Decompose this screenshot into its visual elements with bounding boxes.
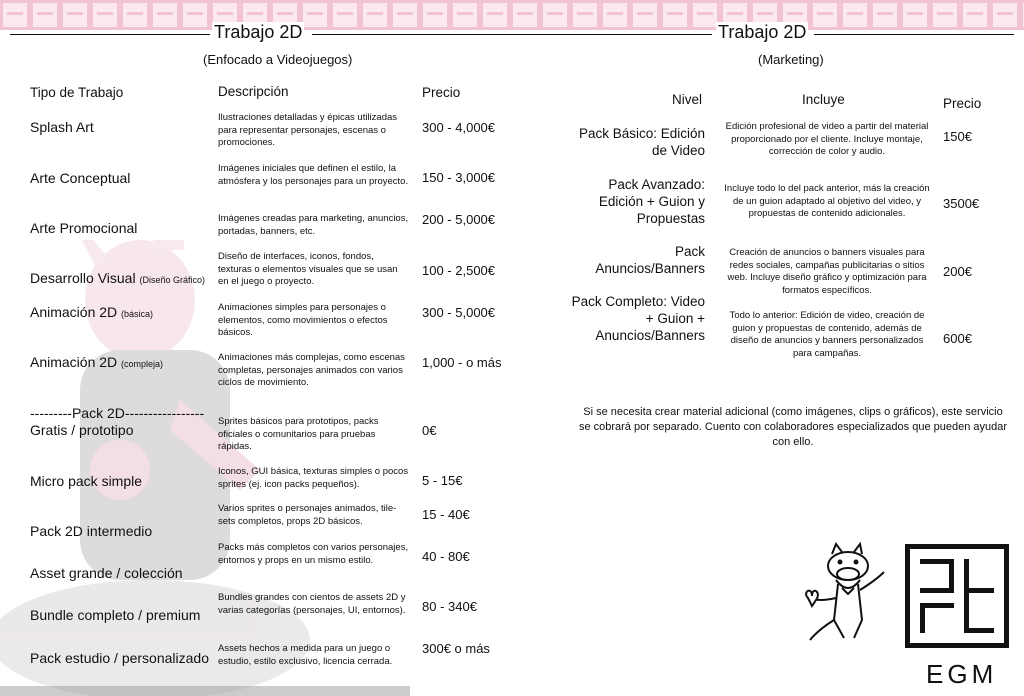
mk-nivel: Pack Completo: Video + Guion + Anuncios/Banners — [571, 294, 705, 343]
mk-nivel: Pack Anuncios/Banners — [595, 244, 705, 276]
mk-nivel: Pack Avanzado: Edición + Guion y Propuestas — [598, 177, 705, 226]
row-tipo: Micro pack simple — [30, 473, 143, 489]
pack-divider: ---------Pack 2D----------------- — [30, 405, 205, 421]
row-precio: 200 - 5,000€ — [422, 212, 496, 227]
header-precio-mk: Precio — [943, 96, 982, 111]
row-tipo-text: Animación 2D — [30, 304, 118, 320]
row-precio: 100 - 2,500€ — [422, 263, 496, 278]
row-tipo: Arte Conceptual — [30, 170, 131, 186]
right-title-rule — [814, 34, 1014, 35]
row-tipo — [30, 304, 153, 320]
banner-tile — [840, 0, 870, 30]
row-tipo-text: Animación 2D — [30, 354, 118, 370]
banner-tile — [30, 0, 60, 30]
row-tipo-note: (compleja) — [121, 359, 164, 369]
mk-incluye: Todo lo anterior: Edición de video, creación de guion y propuestas de contenido, además de diseño de anuncios y banners personalizados para campañas. — [729, 310, 925, 359]
row-tipo — [30, 354, 163, 370]
decorative-banner — [0, 0, 1024, 30]
row-tipo: Pack estudio / personalizado — [30, 650, 209, 666]
row-precio: 300 - 5,000€ — [422, 305, 496, 320]
row-tipo: Splash Art — [30, 119, 94, 135]
mk-nivel: Pack Básico: Edición de Video — [578, 126, 705, 158]
row-tipo — [30, 270, 205, 286]
banner-tile — [870, 0, 900, 30]
row-tipo: Asset grande / colección — [30, 565, 183, 581]
banner-tile — [150, 0, 180, 30]
row-desc: Varios sprites o personajes animados, tile-sets completos, props 2D básicos. — [218, 503, 397, 527]
banner-tile — [900, 0, 930, 30]
banner-tile — [90, 0, 120, 30]
mk-precio: 3500€ — [943, 196, 980, 211]
banner-tile — [990, 0, 1020, 30]
banner-tile — [420, 0, 450, 30]
banner-tile — [360, 0, 390, 30]
right-subtitle: (Marketing) — [758, 52, 824, 67]
row-desc: Imágenes iniciales que definen el estilo, la atmósfera y los personajes para un proyecto. — [218, 163, 409, 187]
egm-logo — [905, 544, 1009, 648]
row-precio: 5 - 15€ — [422, 473, 463, 488]
row-precio: 1,000 - o más — [422, 355, 502, 370]
row-desc: Imágenes creadas para marketing, anuncios, portadas, banners, etc. — [218, 213, 409, 237]
row-desc: Packs más completos con varios personajes, entornos y props en un mismo estilo. — [218, 542, 409, 566]
right-title: Trabajo 2D — [718, 22, 807, 42]
row-desc: Bundles grandes con cientos de assets 2D y varias categorías (personajes, UI, entornos). — [218, 592, 406, 616]
row-precio: 15 - 40€ — [422, 507, 470, 522]
banner-tile — [600, 0, 630, 30]
row-tipo: Gratis / prototipo — [30, 422, 134, 438]
header-nivel: Nivel — [672, 92, 703, 107]
left-title: Trabajo 2D — [214, 22, 303, 42]
row-precio: 300 - 4,000€ — [422, 120, 496, 135]
banner-tile — [930, 0, 960, 30]
banner-tile — [330, 0, 360, 30]
row-desc: Sprites básicos para prototipos, packs oficiales o comunitarios para pruebas rápidas. — [218, 416, 379, 452]
header-precio: Precio — [422, 85, 461, 100]
banner-tile — [630, 0, 660, 30]
row-precio: 0€ — [422, 423, 437, 438]
row-desc: Assets hechos a medida para un juego o estudio, estilo exclusivo, licencia cerrada. — [218, 643, 393, 667]
mascot-illustration — [798, 540, 898, 650]
row-desc: Ilustraciones detalladas y épicas utilizadas para representar personajes, escenas o promociones. — [218, 112, 398, 148]
banner-tile — [390, 0, 420, 30]
row-tipo-text: Desarrollo Visual — [30, 270, 136, 286]
row-tipo-note: (Diseño Gráfico) — [139, 275, 205, 285]
left-title-rule-left — [10, 34, 210, 35]
header-incluye: Incluye — [802, 92, 845, 107]
banner-tile — [570, 0, 600, 30]
mk-incluye: Creación de anuncios o banners visuales para redes sociales, campañas publicitarias o sitios web. Incluye diseño gráfico y optimización para formatos específicos. — [727, 247, 927, 296]
banner-tile — [450, 0, 480, 30]
row-tipo: Pack 2D intermedio — [30, 523, 153, 539]
row-precio: 40 - 80€ — [422, 549, 470, 564]
row-tipo: Bundle completo / premium — [30, 607, 201, 623]
header-descripcion: Descripción — [218, 84, 289, 99]
logo-text: EGM — [926, 659, 998, 689]
row-precio: 300€ o más — [422, 641, 490, 656]
banner-tile — [810, 0, 840, 30]
row-desc: Animaciones simples para personajes o elementos, como movimientos o efectos básicos. — [218, 302, 388, 338]
row-precio: 80 - 340€ — [422, 599, 477, 614]
left-title-rule-right — [312, 34, 712, 35]
mk-incluye: Edición profesional de video a partir del material proporcionado por el cliente. Incluye montaje, corrección de color y audio. — [725, 121, 929, 157]
marketing-note: Si se necesita crear material adicional (como imágenes, clips o gráficos), este servicio se cobrará por separado. Cuento con colaboradores especializados que pueden ayudar con ello. — [578, 406, 1008, 448]
banner-tile — [510, 0, 540, 30]
banner-tile — [1020, 0, 1024, 30]
banner-tile — [120, 0, 150, 30]
banner-tile — [300, 0, 330, 30]
row-tipo-note: (básica) — [121, 309, 154, 319]
banner-tile — [540, 0, 570, 30]
banner-tile — [0, 0, 30, 30]
mk-incluye: Incluye todo lo del pack anterior, más la creación de un guion adaptado al objetivo del video, y propuestas de contenido adicionales. — [724, 183, 930, 219]
mk-precio: 200€ — [943, 264, 972, 279]
row-desc: Animaciones más complejas, como escenas completas, personajes animados con varios ciclos de movimiento. — [218, 352, 405, 388]
row-desc: Iconos, GUI básica, texturas simples o pocos sprites (ej. icon packs pequeños). — [218, 466, 409, 490]
mk-precio: 600€ — [943, 331, 972, 346]
header-tipo: Tipo de Trabajo — [30, 85, 124, 100]
left-subtitle: (Enfocado a Videojuegos) — [203, 52, 353, 67]
banner-tile — [660, 0, 690, 30]
banner-tile — [60, 0, 90, 30]
row-precio: 150 - 3,000€ — [422, 170, 496, 185]
row-desc: Diseño de interfaces, iconos, fondos, texturas o elementos visuales que se usan en el juego o proyecto. — [218, 251, 398, 287]
banner-tile — [480, 0, 510, 30]
mk-precio: 150€ — [943, 129, 972, 144]
row-tipo: Arte Promocional — [30, 220, 138, 236]
banner-tile — [960, 0, 990, 30]
banner-tile — [180, 0, 210, 30]
